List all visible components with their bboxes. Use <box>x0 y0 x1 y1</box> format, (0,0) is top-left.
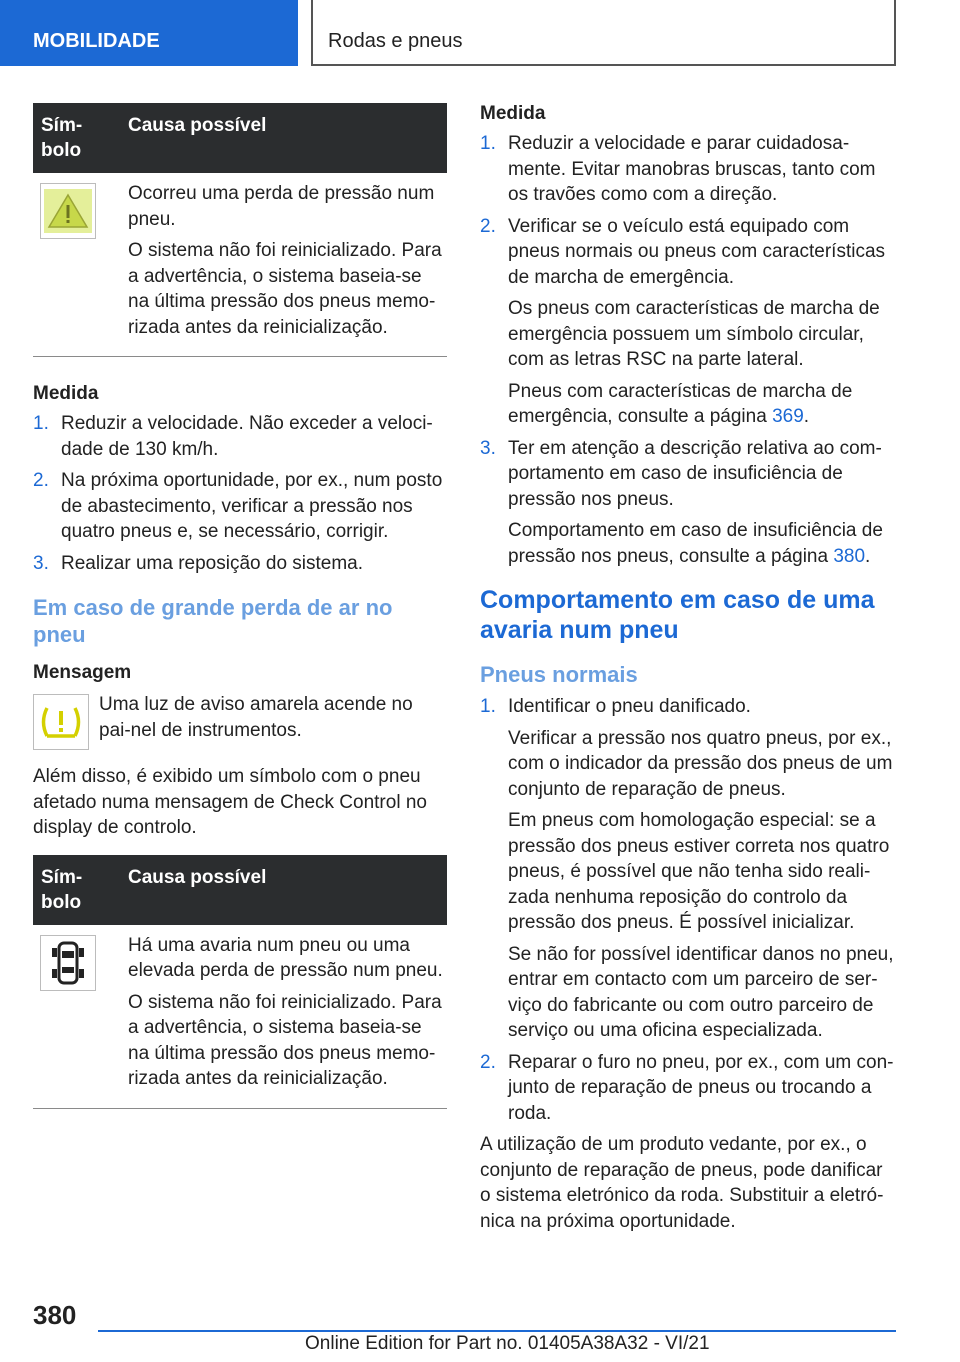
symbol-table-1 <box>33 103 447 357</box>
column-header-symbol: Sím- bolo <box>41 866 83 913</box>
measure-heading: Medida <box>33 383 99 404</box>
list-item: 2. Reparar o furo no pneu, por ex., com um con-junto de reparação de pneus ou trocando a roda. <box>480 1051 894 1124</box>
cause-text: O sistema não foi reinicializado. Para a advertência, o sistema baseia-se na última pressão dos pneus memo-rizada antes da reinicialização. <box>128 240 442 338</box>
table-row <box>33 173 447 357</box>
page-number: 380 <box>33 1300 77 1330</box>
list-item: 2. Na próxima oportunidade, por ex., num posto de abastecimento, verificar a pressão nos quatro pneus e, se necessário, corrigir. <box>33 470 443 542</box>
list-item: 1. Reduzir a velocidade. Não exceder a veloci-dade de 130 km/h. <box>33 413 433 460</box>
edition-footer: Online Edition for Part no. 01405A38A32 - VI/21 <box>305 1333 710 1354</box>
list-item: 1. Identificar o pneu danificado. Verificar a pressão nos quatro pneus, por ex., com o indicador da pressão dos pneus de um conjunto de reparação de pneus. Em pneus com homologação especial: se a pressão dos pneus estiver correta nos quatro pneus, é possível que não tenha sido reali-zada nenhuma reposição do controlo da pressão dos pneus. É possível inicializar. Se não for possível identificar danos no pneu, entrar em contacto com um parceiro de ser-viço do fabricante ou com outro parceiro de serviço ou uma oficina especializada. <box>480 696 894 1041</box>
footer-divider <box>98 1330 896 1332</box>
paragraph: Além disso, é exibido um símbolo com o pneu afetado numa mensagem de Check Control no display de controlo. <box>33 766 427 838</box>
subsection-heading: Pneus normais <box>480 662 638 687</box>
column-header-cause: Causa possível <box>128 866 267 888</box>
table-header <box>33 103 447 173</box>
measure-steps <box>33 411 448 576</box>
message-row <box>33 692 448 750</box>
tire-pressure-warning-icon <box>33 694 89 750</box>
list-item: 3. Ter em atenção a descrição relativa ao com-portamento em caso de insuficiência de pressão nos pneus. Comportamento em caso de insuficiência de pressão nos pneus, consulte a página 380. <box>480 437 883 567</box>
section-heading: Em caso de grande perda de ar no pneu <box>33 595 393 647</box>
measure-heading: Medida <box>480 103 546 124</box>
car-top-view-icon <box>40 935 96 991</box>
column-header-cause: Causa possível <box>128 115 267 136</box>
cause-text: O sistema não foi reinicializado. Para a advertência, o sistema baseia-se na última pressão dos pneus memo-rizada antes da reinicialização. <box>128 991 442 1089</box>
list-item: 3. Realizar uma reposição do sistema. <box>33 552 364 574</box>
left-column <box>33 103 448 1109</box>
table-row <box>33 925 447 1109</box>
list-item: 2. Verificar se o veículo está equipado com pneus normais ou pneus com características de marcha de emergência. Os pneus com características de marcha de emergência possuem um símbolo circular, com as letras RSC na parte lateral. Pneus com características de marcha de emergência, consulte a página 369. <box>480 215 886 427</box>
measure-steps <box>480 131 895 569</box>
list-item: 1. Reduzir a velocidade e parar cuidadosa-mente. Evitar manobras bruscas, tanto com os travões como com a direção. <box>480 133 876 205</box>
symbol-table-2 <box>33 855 447 1109</box>
cause-text: Ocorreu uma perda de pressão num pneu. <box>128 183 435 230</box>
message-text: Uma luz de aviso amarela acende no pai-nel de instrumentos. <box>99 694 413 741</box>
page-header <box>0 0 960 66</box>
right-column <box>480 103 895 1234</box>
closing-paragraph: A utilização de um produto vedante, por ex., o conjunto de reparação de pneus, pode danificar o sistema eletrónico da roda. Substituir a eletró-nica na próxima oportunidade. <box>480 1134 884 1232</box>
chapter-title: Rodas e pneus <box>311 0 896 66</box>
column-header-symbol: Sím- bolo <box>41 115 83 161</box>
page-link-369[interactable]: 369 <box>772 406 804 427</box>
page-link-380[interactable]: 380 <box>833 545 866 567</box>
section-heading: Comportamento em caso de uma avaria num pneu <box>480 586 875 644</box>
table-header <box>33 855 447 925</box>
message-heading: Mensagem <box>33 662 132 683</box>
warning-triangle-icon <box>40 183 96 239</box>
normal-tire-steps <box>480 694 895 1126</box>
cause-text: Há uma avaria num pneu ou uma elevada perda de pressão num pneu. <box>128 934 443 981</box>
section-tab: MOBILIDADE <box>0 0 298 66</box>
